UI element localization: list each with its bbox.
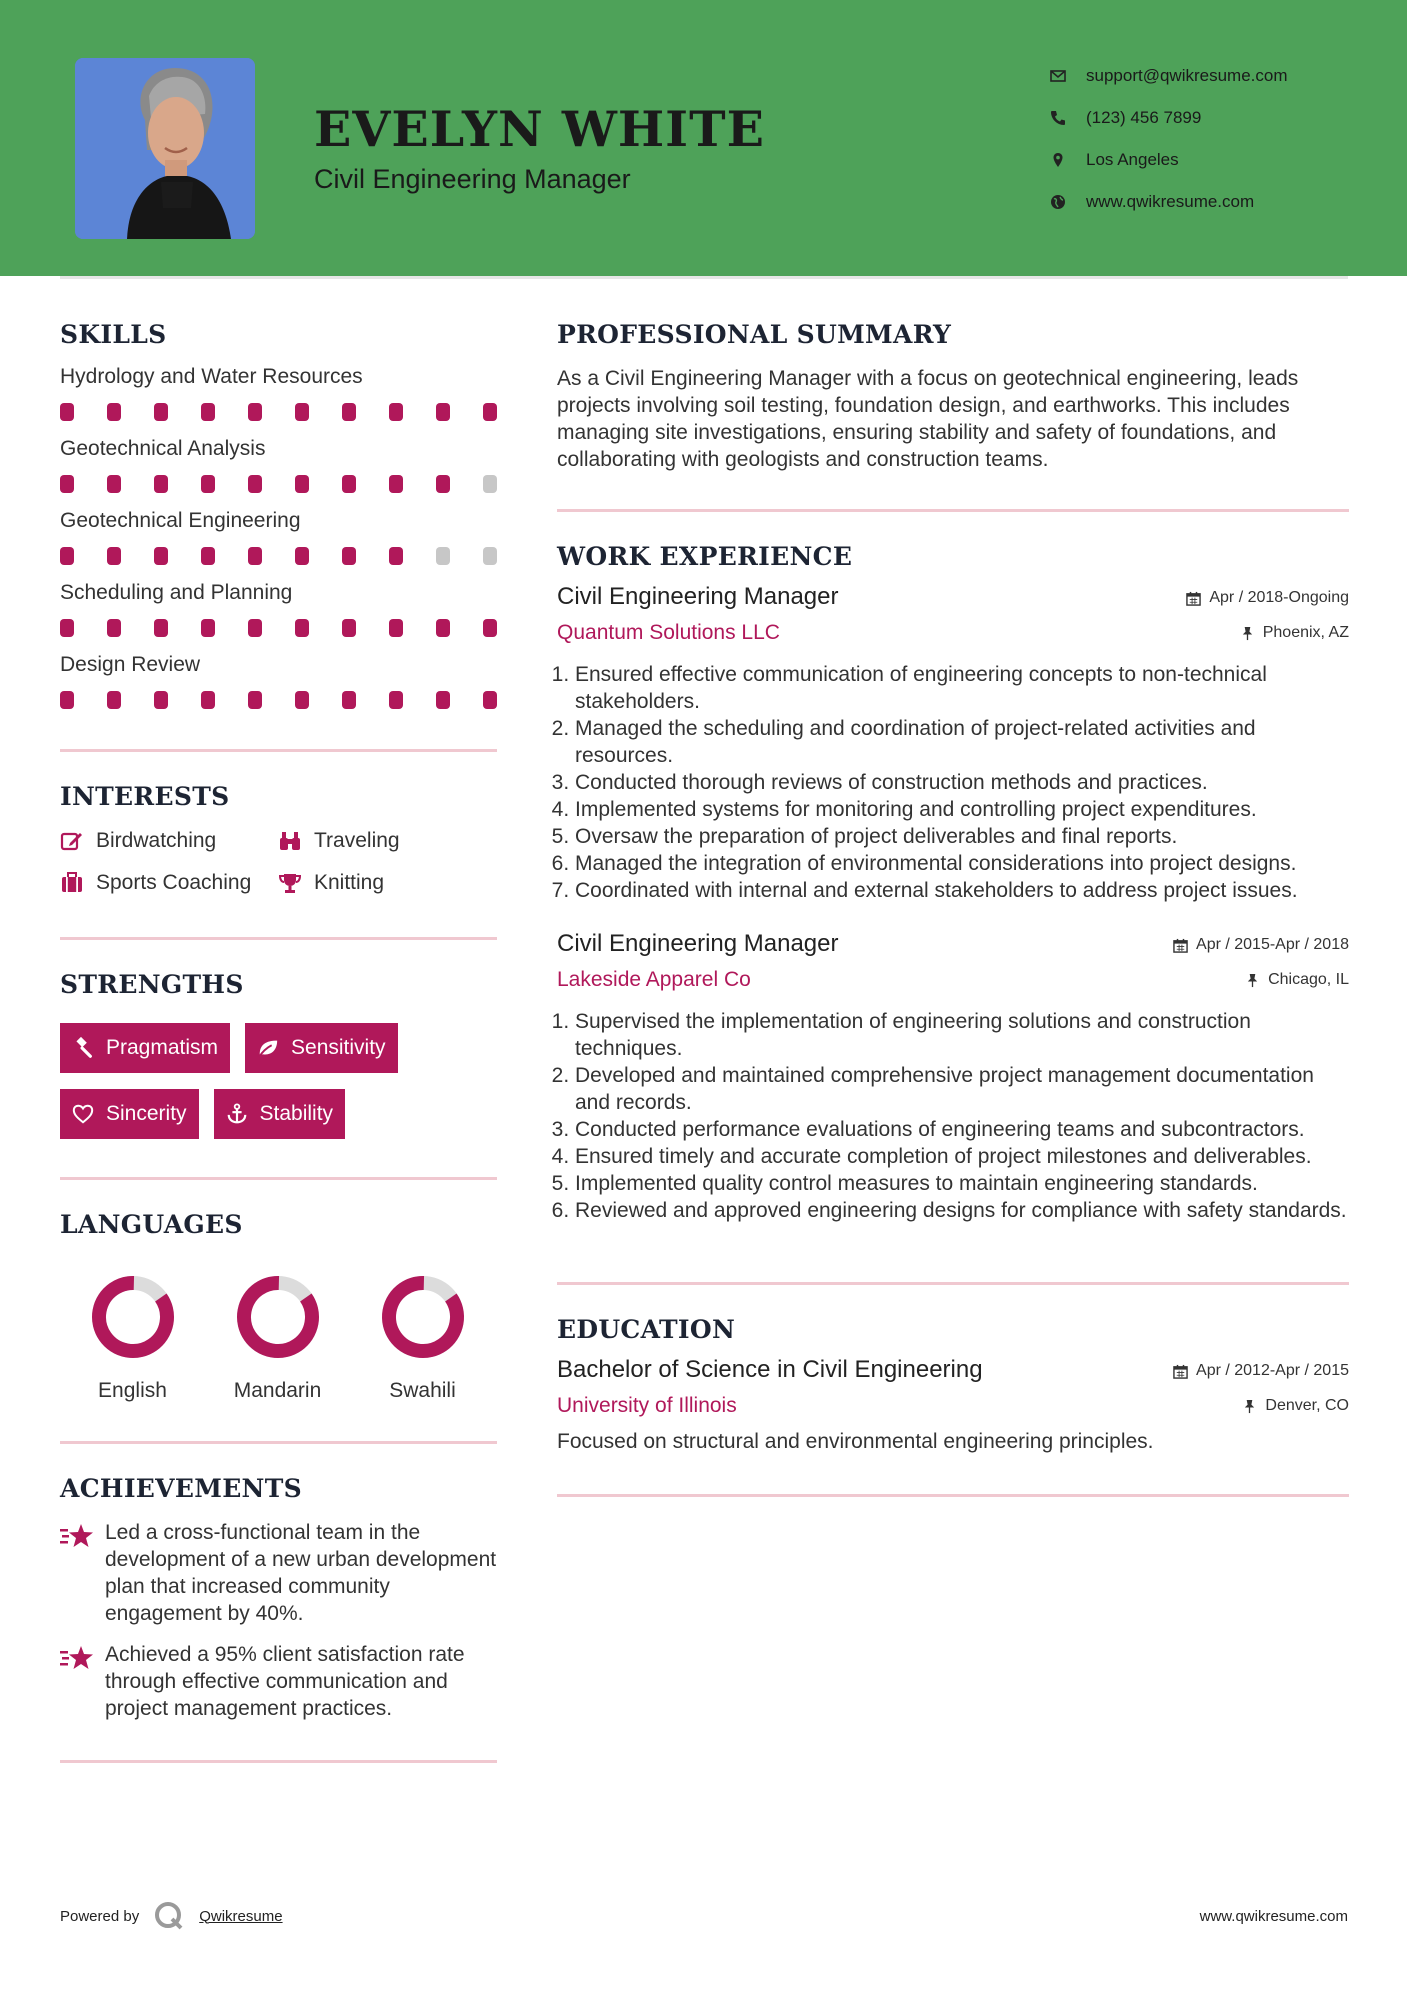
- shooting-star-icon: [60, 1523, 94, 1549]
- languages-heading: LANGUAGES: [60, 1210, 243, 1239]
- skill-dot: [389, 403, 403, 421]
- contact-email-text: support@qwikresume.com: [1086, 66, 1288, 85]
- language-ring-fill: [234, 1273, 322, 1361]
- summary-section: [557, 320, 1349, 473]
- skill-rating: [60, 403, 497, 421]
- interest-item: [60, 829, 278, 853]
- interests-list: [60, 829, 497, 895]
- profile-portrait-image: [75, 58, 255, 239]
- skill-dot: [483, 475, 497, 493]
- section-divider: [60, 1441, 497, 1444]
- interest-label: Birdwatching: [96, 829, 217, 852]
- job-bullet: 6. Managed the integration of environmental considerations into project designs.: [575, 850, 1349, 877]
- skill-dot: [342, 475, 356, 493]
- skill-dot: [60, 691, 74, 709]
- education-dates: [1173, 1362, 1349, 1380]
- education-location-text: Denver, CO: [1265, 1397, 1349, 1414]
- interests-heading: INTERESTS: [60, 782, 230, 811]
- job-dates: [1186, 589, 1349, 607]
- skill-dot: [295, 403, 309, 421]
- contact-website[interactable]: [1050, 181, 1380, 223]
- job-location: [1245, 971, 1349, 989]
- skill-dot: [389, 619, 403, 637]
- page-footer: [60, 1900, 1348, 1932]
- education-location: [1242, 1397, 1349, 1415]
- interest-label: Knitting: [314, 871, 385, 894]
- experience-heading: WORK EXPERIENCE: [557, 542, 853, 571]
- skill-dot: [389, 547, 403, 565]
- job-location: [1240, 624, 1349, 642]
- company-name: Quantum Solutions LLC: [557, 621, 780, 644]
- skill-dot: [483, 403, 497, 421]
- job-location-text: Chicago, IL: [1268, 971, 1349, 988]
- skill-dot: [436, 403, 450, 421]
- pushpin-icon: [1240, 626, 1255, 641]
- skill-dot: [201, 403, 215, 421]
- skill-dot: [154, 619, 168, 637]
- achievement-item: [60, 1641, 497, 1722]
- header-divider: [60, 276, 1348, 279]
- language-ring-fill: [379, 1273, 467, 1361]
- phone-icon: [1050, 110, 1086, 126]
- degree-title: Bachelor of Science in Civil Engineering: [557, 1356, 983, 1383]
- skill-item: [60, 509, 497, 565]
- skill-dot: [389, 475, 403, 493]
- job-bullet: 4. Ensured timely and accurate completion of project milestones and deliverables.: [575, 1143, 1349, 1170]
- job-bullet: 2. Managed the scheduling and coordination of project-related activities and resources.: [575, 715, 1349, 769]
- job-title: Civil Engineering Manager: [557, 583, 839, 610]
- globe-icon: [1050, 194, 1086, 210]
- education-heading: EDUCATION: [557, 1315, 736, 1344]
- language-name: Mandarin: [233, 1379, 322, 1402]
- job-bullet: 3. Conducted thorough reviews of construction methods and practices.: [575, 769, 1349, 796]
- powered-by-label: Powered by: [60, 1907, 140, 1925]
- language-name: English: [98, 1379, 167, 1402]
- achievement-text: Led a cross-functional team in the development of a new urban development plan that increased community engagement by 40%.: [105, 1521, 497, 1625]
- skill-dot: [436, 619, 450, 637]
- skill-dot: [483, 691, 497, 709]
- strengths-heading: STRENGTHS: [60, 970, 244, 999]
- skill-item: [60, 365, 497, 421]
- powered-by: [60, 1900, 283, 1932]
- job-title: Civil Engineering Manager: [557, 930, 839, 957]
- skill-dot: [342, 547, 356, 565]
- job-dates-text: Apr / 2018-Ongoing: [1209, 589, 1349, 606]
- skills-section: [60, 320, 497, 709]
- contact-location-text: Los Angeles: [1086, 150, 1179, 169]
- skill-dot: [60, 547, 74, 565]
- skill-dot: [436, 475, 450, 493]
- skill-dot: [295, 619, 309, 637]
- skill-dot: [107, 691, 121, 709]
- job-bullet: 2. Developed and maintained comprehensive project management documentation and records.: [575, 1062, 1349, 1116]
- language-ring-fill: [89, 1273, 177, 1361]
- pushpin-icon: [1242, 1399, 1257, 1414]
- qwikresume-logo-icon: [153, 1900, 185, 1932]
- language-ring: [234, 1273, 322, 1361]
- skill-dot: [342, 403, 356, 421]
- section-divider: [557, 1282, 1349, 1285]
- skill-dot: [107, 475, 121, 493]
- strength-label: Pragmatism: [106, 1036, 219, 1059]
- job-bullet: 6. Reviewed and approved engineering designs for compliance with safety standards.: [575, 1197, 1349, 1224]
- skills-list: [60, 365, 497, 709]
- section-divider: [557, 509, 1349, 512]
- language-ring: [379, 1273, 467, 1361]
- language-item: [205, 1273, 350, 1403]
- skill-dot: [60, 403, 74, 421]
- education-dates-text: Apr / 2012-Apr / 2015: [1196, 1362, 1349, 1379]
- job-bullet: 5. Implemented quality control measures to maintain engineering standards.: [575, 1170, 1349, 1197]
- skill-rating: [60, 691, 497, 709]
- achievement-item: [60, 1519, 497, 1627]
- calendar-icon: [1186, 591, 1201, 606]
- brand-link[interactable]: Qwikresume: [199, 1907, 283, 1925]
- strengths-section: [60, 970, 497, 1139]
- skill-dot: [342, 619, 356, 637]
- skill-dot: [60, 475, 74, 493]
- section-divider: [60, 749, 497, 752]
- skill-dot: [201, 547, 215, 565]
- company-name: Lakeside Apparel Co: [557, 968, 751, 991]
- interests-section: [60, 782, 497, 895]
- skill-dot: [60, 619, 74, 637]
- interest-label: Traveling: [314, 829, 400, 852]
- skill-dot: [248, 475, 262, 493]
- education-section: [557, 1315, 1349, 1454]
- school-name: University of Illinois: [557, 1394, 737, 1417]
- skill-dot: [436, 691, 450, 709]
- section-divider: [557, 1494, 1349, 1497]
- contact-phone[interactable]: [1050, 97, 1380, 139]
- skill-dot: [248, 403, 262, 421]
- section-divider: [60, 937, 497, 940]
- skill-dot: [248, 619, 262, 637]
- pushpin-icon: [1245, 973, 1260, 988]
- skill-dot: [107, 403, 121, 421]
- candidate-name: EVELYN WHITE: [314, 100, 765, 158]
- achievements-section: [60, 1474, 497, 1722]
- job-bullet: 5. Oversaw the preparation of project deliverables and final reports.: [575, 823, 1349, 850]
- skills-heading: SKILLS: [60, 320, 167, 349]
- skill-dot: [201, 691, 215, 709]
- job-bullets: [557, 661, 1349, 904]
- profile-photo: [75, 58, 255, 239]
- anchor-icon: [226, 1103, 248, 1125]
- candidate-title: Civil Engineering Manager: [314, 164, 631, 194]
- skill-dot: [201, 619, 215, 637]
- strength-chip: [60, 1023, 230, 1073]
- skill-dot: [436, 547, 450, 565]
- skill-dot: [389, 691, 403, 709]
- skill-name: Design Review: [60, 653, 201, 676]
- job-bullet: 1. Ensured effective communication of engineering concepts to non-technical stakeholders.: [575, 661, 1349, 715]
- footer-website[interactable]: www.qwikresume.com: [1199, 1907, 1348, 1925]
- skill-dot: [248, 547, 262, 565]
- right-column: [557, 320, 1349, 1497]
- strength-chip: [214, 1089, 346, 1139]
- skill-dot: [295, 547, 309, 565]
- job-bullet: 4. Implemented systems for monitoring and controlling project expenditures.: [575, 796, 1349, 823]
- education-description: Focused on structural and environmental engineering principles.: [557, 1430, 1154, 1453]
- suitcase-icon: [60, 871, 84, 895]
- left-column: [60, 320, 497, 1763]
- strengths-list: [60, 1023, 497, 1139]
- skill-rating: [60, 475, 497, 493]
- skill-name: Geotechnical Analysis: [60, 437, 266, 460]
- contact-phone-text: (123) 456 7899: [1086, 108, 1202, 127]
- skill-name: Hydrology and Water Resources: [60, 365, 363, 388]
- strength-label: Stability: [259, 1102, 334, 1125]
- job-bullet: 7. Coordinated with internal and external stakeholders to address project issues.: [575, 877, 1349, 904]
- contact-email[interactable]: [1050, 55, 1380, 97]
- contact-website-text: www.qwikresume.com: [1086, 192, 1255, 211]
- skill-dot: [107, 619, 121, 637]
- job-entry: [557, 583, 1349, 904]
- skill-name: Geotechnical Engineering: [60, 509, 301, 532]
- binoculars-icon: [278, 829, 302, 853]
- job-bullet: 1. Supervised the implementation of engineering solutions and construction techniques.: [575, 1008, 1349, 1062]
- skill-item: [60, 581, 497, 637]
- map-pin-icon: [1050, 152, 1086, 168]
- languages-section: [60, 1210, 497, 1403]
- pencil-square-icon: [60, 829, 84, 853]
- skill-dot: [154, 403, 168, 421]
- skill-name: Scheduling and Planning: [60, 581, 293, 604]
- heart-icon: [72, 1103, 94, 1125]
- skill-dot: [201, 475, 215, 493]
- achievements-heading: ACHIEVEMENTS: [60, 1474, 302, 1503]
- gavel-icon: [72, 1037, 94, 1059]
- skill-item: [60, 653, 497, 709]
- contact-list: [1050, 55, 1380, 223]
- language-item: [350, 1273, 495, 1403]
- interest-item: [60, 871, 278, 895]
- job-bullet: 3. Conducted performance evaluations of engineering teams and subcontractors.: [575, 1116, 1349, 1143]
- languages-list: [60, 1273, 497, 1403]
- section-divider: [60, 1177, 497, 1180]
- skill-dot: [154, 691, 168, 709]
- summary-text: As a Civil Engineering Manager with a focus on geotechnical engineering, leads projects involving soil testing, foundation design, and earthworks. This includes managing site investigations, ensuring stability and safety of foundations, and collaborating with geologists and construction teams.: [557, 367, 1299, 471]
- skill-dot: [107, 547, 121, 565]
- skill-dot: [248, 691, 262, 709]
- achievement-text: Achieved a 95% client satisfaction rate through effective communication and project management practices.: [105, 1643, 465, 1720]
- interest-label: Sports Coaching: [96, 871, 252, 894]
- strength-chip: [60, 1089, 199, 1139]
- skill-rating: [60, 547, 497, 565]
- job-dates: [1173, 936, 1349, 954]
- calendar-icon: [1173, 1364, 1188, 1379]
- contact-location: [1050, 139, 1380, 181]
- strength-label: Sincerity: [106, 1102, 187, 1125]
- skill-dot: [154, 475, 168, 493]
- interest-item: [278, 829, 488, 853]
- skill-dot: [295, 475, 309, 493]
- trophy-icon: [278, 871, 302, 895]
- leaf-icon: [257, 1037, 279, 1059]
- skill-dot: [483, 547, 497, 565]
- job-location-text: Phoenix, AZ: [1262, 624, 1349, 641]
- strength-chip: [245, 1023, 398, 1073]
- summary-heading: PROFESSIONAL SUMMARY: [557, 320, 952, 349]
- skill-dot: [154, 547, 168, 565]
- section-divider: [60, 1760, 497, 1763]
- language-item: [60, 1273, 205, 1403]
- skill-dot: [342, 691, 356, 709]
- envelope-icon: [1050, 68, 1086, 84]
- job-bullets: [557, 1008, 1349, 1224]
- experience-section: [557, 542, 1349, 1224]
- interest-item: [278, 871, 488, 895]
- skill-item: [60, 437, 497, 493]
- calendar-icon: [1173, 938, 1188, 953]
- skill-dot: [483, 619, 497, 637]
- skill-rating: [60, 619, 497, 637]
- shooting-star-icon: [60, 1645, 94, 1671]
- skill-dot: [295, 691, 309, 709]
- job-entry: [557, 930, 1349, 1224]
- strength-label: Sensitivity: [291, 1036, 386, 1059]
- language-ring: [89, 1273, 177, 1361]
- resume-header: [0, 0, 1407, 276]
- job-dates-text: Apr / 2015-Apr / 2018: [1196, 936, 1349, 953]
- language-name: Swahili: [389, 1379, 456, 1402]
